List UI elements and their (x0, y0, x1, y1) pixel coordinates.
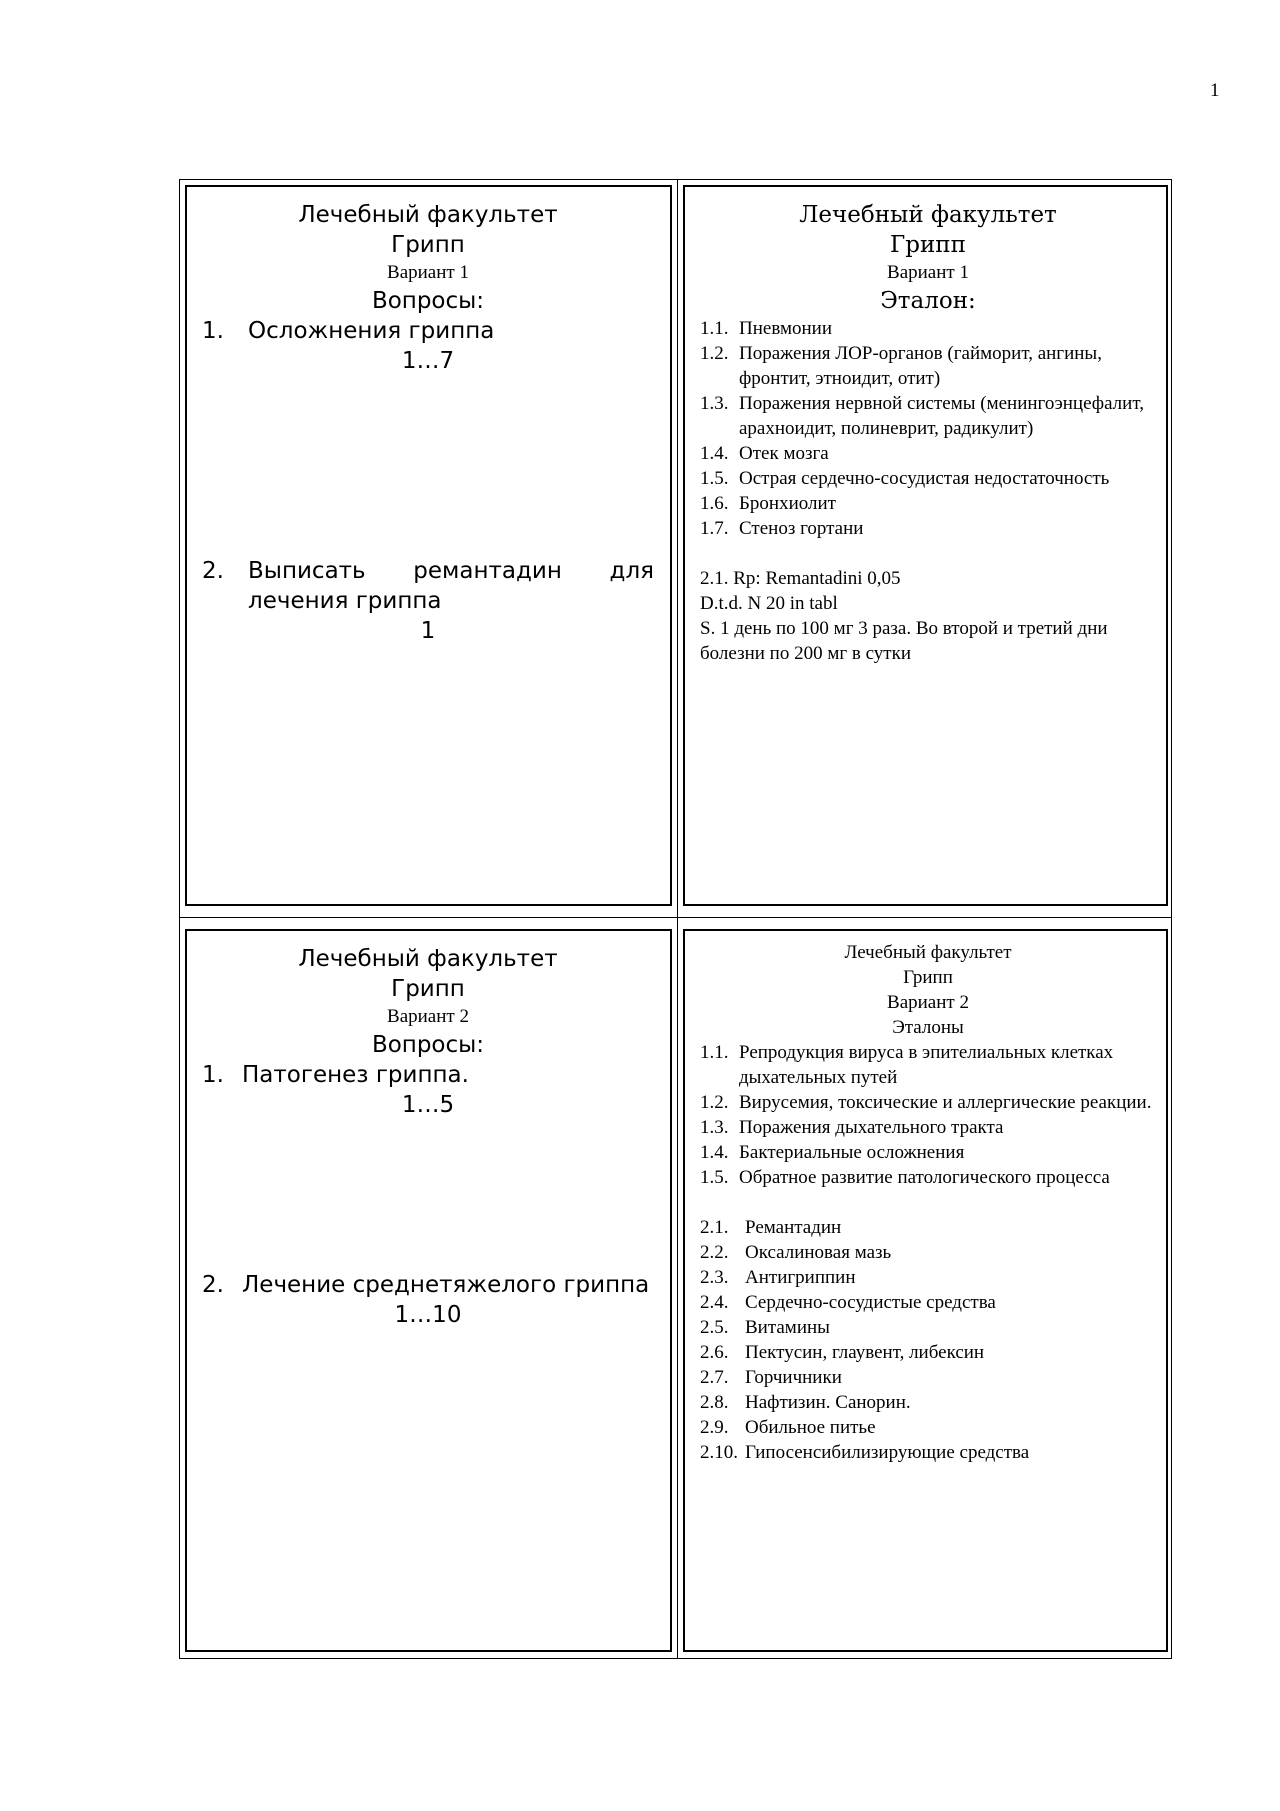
list-item: 2.1. Ремантадин (700, 1217, 842, 1238)
variant-label: Вариант 1 (887, 262, 969, 283)
topic-title: Грипп (890, 232, 966, 258)
list-item: 2.3. Антигриппин (700, 1267, 856, 1288)
list-item: 1.2. Поражения ЛОР-органов (гайморит, ангины, фронтит, этноидит, отит) (700, 343, 1102, 389)
list-item: 2.6. Пектусин, глаувент, либексин (700, 1342, 985, 1363)
faculty-title: Лечебный факультет (799, 202, 1057, 228)
table-horizontal-divider (179, 917, 1172, 918)
list-item: 1.1. Пневмонии (700, 318, 832, 339)
prescription-line-3: S. 1 день по 100 мг 3 раза. Во второй и третий дни болезни по 200 мг в сутки (700, 618, 1108, 664)
question-2: 2. Выписать ремантадин для лечения гриппа (202, 558, 654, 614)
list-item: 1.7. Стеноз гортани (700, 518, 864, 539)
question-2: 2. Лечение среднетяжелого гриппа (202, 1272, 650, 1298)
question-1: 1. Патогенез гриппа. (202, 1062, 469, 1088)
list-item: 1.2. Вирусемия, токсические и аллергические реакции. (700, 1092, 1152, 1113)
questions-heading: Вопросы: (371, 1032, 485, 1058)
list-item: 1.6. Бронхиолит (700, 493, 836, 514)
card-variant1-answers (683, 185, 1168, 906)
variant-label: Вариант 1 (387, 262, 469, 283)
list-item: 1.5. Обратное развитие патологического процесса (700, 1167, 1110, 1188)
list-item: 2.10. Гипосенсибилизирующие средства (700, 1442, 1030, 1463)
answer-list-1 (700, 1040, 1156, 1190)
list-item: 2.5. Витамины (700, 1317, 830, 1338)
list-item: 1.3. Поражения нервной системы (менингоэнцефалит, арахноидит, полиневрит, радикулит) (700, 393, 1144, 439)
question-2-range: 1 (420, 618, 436, 644)
question-1-range: 1…7 (401, 348, 455, 374)
list-item: 1.5. Острая сердечно-сосудистая недостаточность (700, 468, 1110, 489)
list-item: 1.4. Отек мозга (700, 443, 829, 464)
list-item: 2.9. Обильное питье (700, 1417, 876, 1438)
list-item: 2.7. Горчичники (700, 1367, 842, 1388)
question-1: 1. Осложнения гриппа (202, 318, 495, 344)
table-vertical-divider (677, 179, 678, 1659)
faculty-title: Лечебный факультет (298, 946, 558, 972)
variant-label: Вариант 2 (387, 1006, 469, 1027)
list-item: 1.3. Поражения дыхательного тракта (700, 1117, 1004, 1138)
question-2-range: 1…10 (394, 1302, 462, 1328)
list-item: 2.2. Оксалиновая мазь (700, 1242, 892, 1263)
list-item: 1.4. Бактериальные осложнения (700, 1142, 965, 1163)
card-variant2-answers (683, 929, 1168, 1652)
faculty-title: Лечебный факультет (298, 202, 558, 228)
list-item: 1.1. Репродукция вируса в эпителиальных клетках дыхательных путей (700, 1042, 1114, 1088)
card-variant1-questions (185, 185, 672, 906)
answer-list-2 (700, 1215, 1156, 1465)
card-variant2-questions (185, 929, 672, 1652)
topic-title: Грипп (391, 232, 465, 258)
list-item: 2.4. Сердечно-сосудистые средства (700, 1292, 996, 1313)
faculty-title: Лечебный факультет (844, 942, 1012, 963)
topic-title: Грипп (903, 967, 953, 988)
question-1-range: 1…5 (401, 1092, 455, 1118)
variant-label: Вариант 2 (887, 992, 969, 1013)
answers-heading: Эталон: (880, 288, 976, 314)
topic-title: Грипп (391, 976, 465, 1002)
page-number: 1 (1210, 80, 1220, 101)
questions-heading: Вопросы: (371, 288, 485, 314)
prescription-line-1: 2.1. Rp: Remantadini 0,05 (700, 568, 901, 589)
prescription-line-2: D.t.d. N 20 in tabl (700, 593, 838, 614)
answer-list-1 (700, 316, 1156, 541)
answers-heading: Эталоны (892, 1017, 964, 1038)
list-item: 2.8. Нафтизин. Санорин. (700, 1392, 911, 1413)
